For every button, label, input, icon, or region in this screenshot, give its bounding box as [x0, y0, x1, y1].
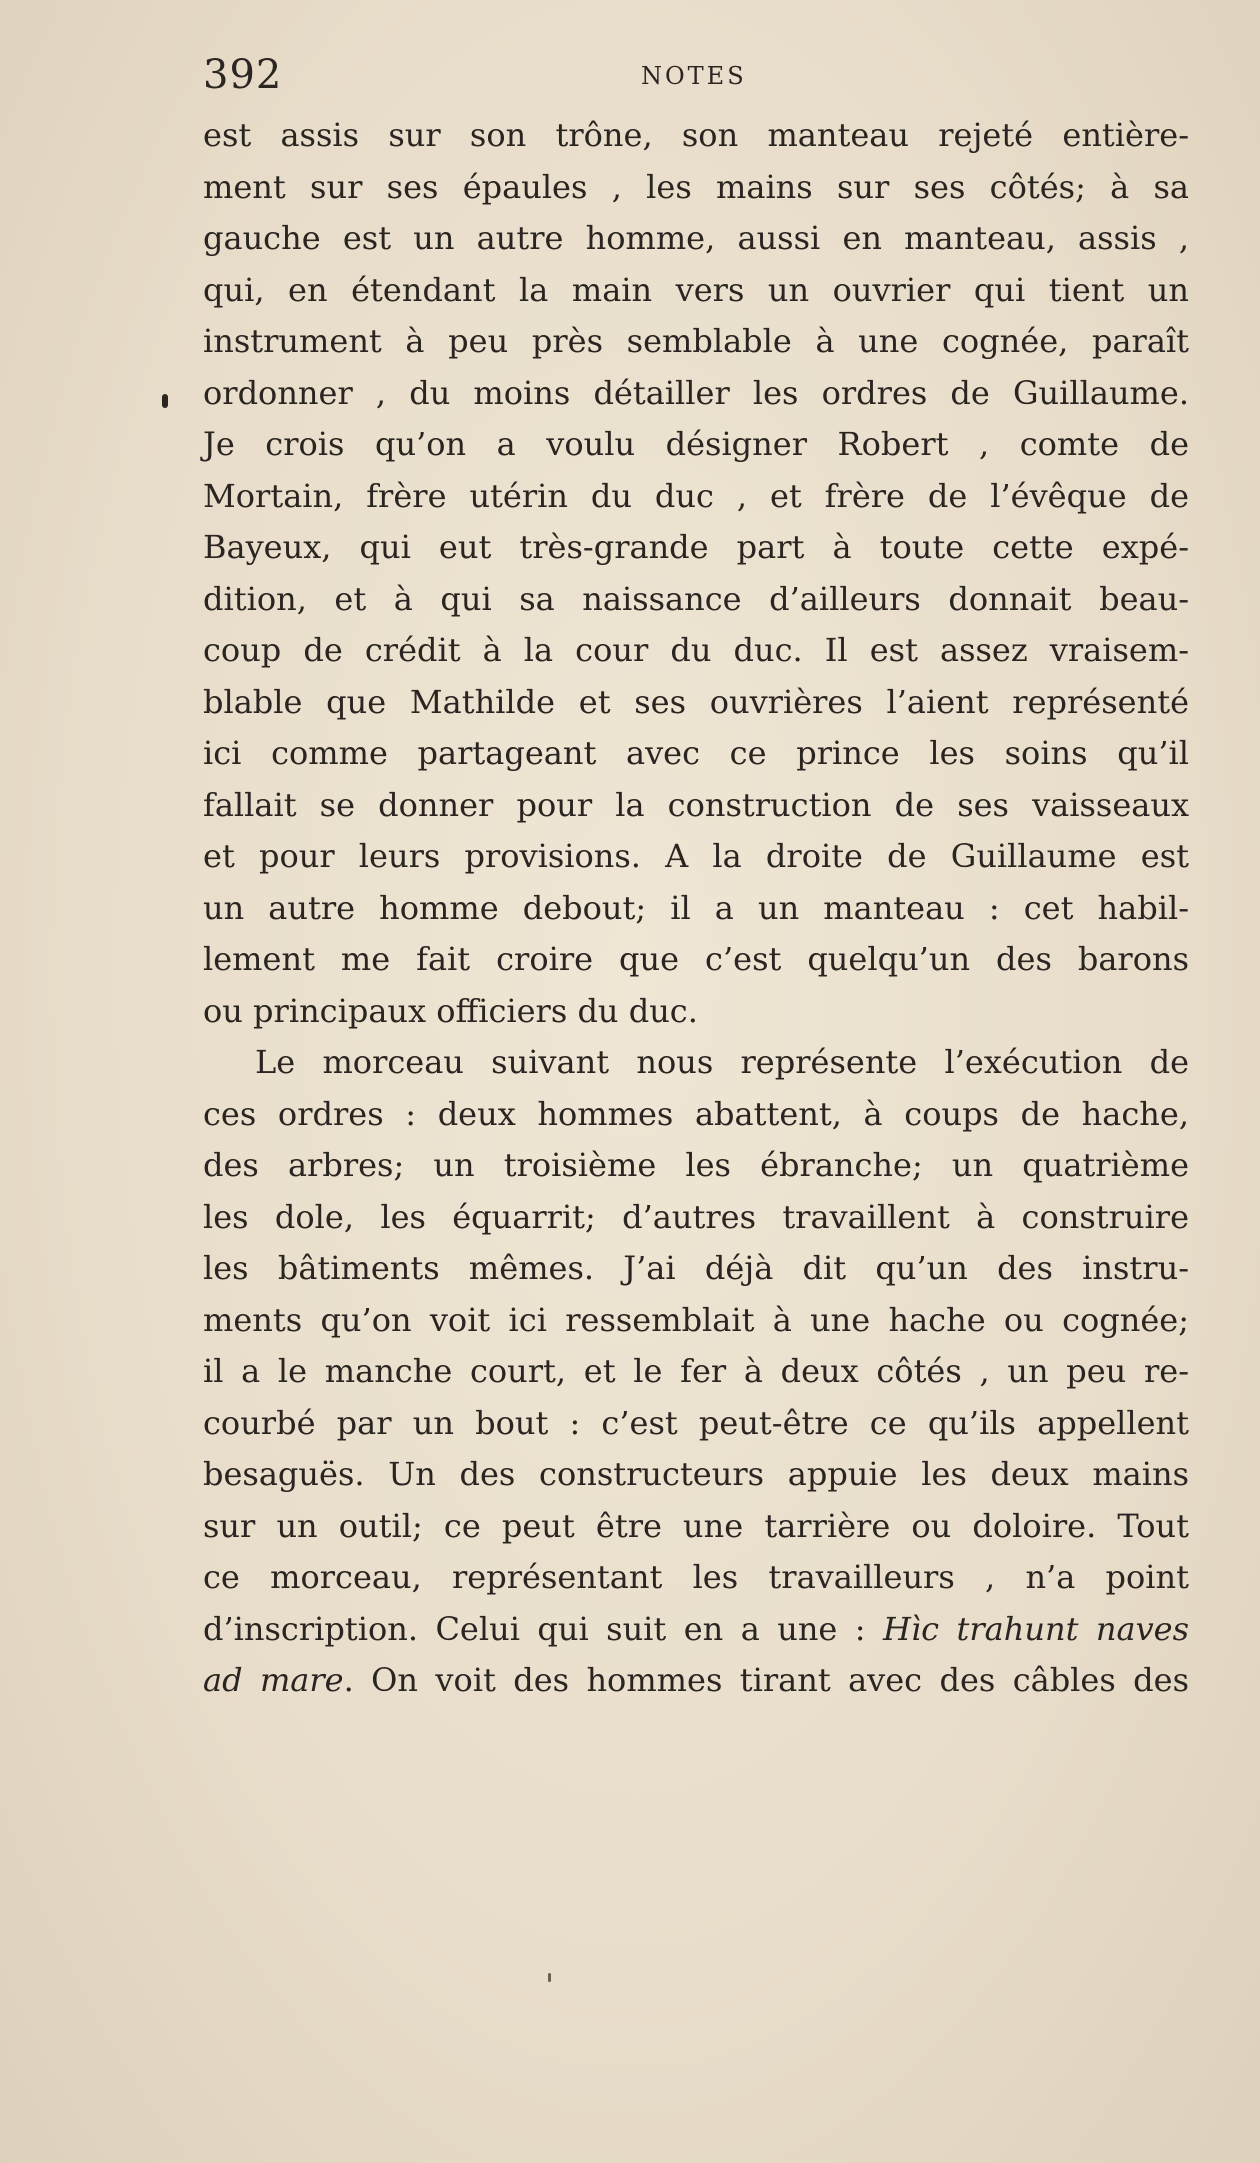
text-line: des arbres; un troisième les ébranche; un quatrième	[203, 1146, 1189, 1184]
text-line: sur un outil; ce peut être une tarrière ou doloire. Tout	[203, 1506, 1189, 1545]
text-line: ici comme partageant avec ce prince les soins qu’il	[203, 734, 1189, 772]
line-rest: . On voit des hommes tirant avec des câbles des	[343, 1661, 1190, 1699]
text-line: les dole, les équarrit; d’autres travaillent à construire	[203, 1197, 1189, 1236]
running-head: NOTES	[641, 62, 747, 90]
text-line: et pour leurs provisions. A la droite de Guillaume est	[203, 837, 1189, 875]
text-line: Bayeux, qui eut très-grande part à toute cette expé-	[203, 528, 1189, 566]
margin-mark	[162, 394, 168, 408]
paper-speck	[548, 1973, 551, 1982]
text-line: lement me fait croire que c’est quelqu’un des barons	[203, 940, 1189, 978]
text-line: Le morceau suivant nous représente l’exécution de	[255, 1043, 1189, 1081]
text-line: il a le manche court, et le fer à deux côtés , un peu re-	[203, 1352, 1189, 1390]
text-line: ce morceau, représentant les travailleurs , n’a point	[203, 1558, 1189, 1596]
text-line: coup de crédit à la cour du duc. Il est assez vraisem-	[203, 631, 1189, 669]
text-block	[203, 110, 1189, 1707]
page-header	[203, 52, 1203, 102]
text-line: ordonner , du moins détailler les ordres de Guillaume.	[203, 373, 1189, 412]
text-line: fallait se donner pour la construction de ses vaisseaux	[203, 785, 1189, 824]
text-line: gauche est un autre homme, aussi en manteau, assis ,	[203, 219, 1189, 257]
text-line: les bâtiments mêmes. J’ai déjà dit qu’un des instru-	[203, 1249, 1189, 1287]
text-line: ces ordres : deux hommes abattent, à coups de hache,	[203, 1094, 1189, 1133]
page-number: 392	[203, 52, 283, 98]
text-line: courbé par un bout : c’est peut-être ce qu’ils appellent	[203, 1403, 1189, 1442]
text-line: est assis sur son trône, son manteau rejeté entière-	[203, 116, 1189, 154]
text-line	[203, 1655, 1189, 1707]
text-line: ou principaux officiers du duc.	[203, 991, 698, 1030]
text-line: dition, et à qui sa naissance d’ailleurs donnait beau-	[203, 579, 1189, 618]
line-start: d’inscription. Celui qui suit en a une :	[203, 1609, 884, 1648]
text-line: ments qu’on voit ici ressemblait à une hache ou cognée;	[203, 1300, 1189, 1339]
text-line: qui, en étendant la main vers un ouvrier qui tient un	[203, 270, 1189, 309]
text-line: besaguës. Un des constructeurs appuie les deux mains	[203, 1455, 1189, 1493]
text-line	[203, 1604, 1189, 1656]
inscription-latin: Hìc trahunt naves	[883, 1609, 1189, 1648]
text-line: blable que Mathilde et ses ouvrières l’aient représenté	[203, 682, 1189, 721]
inscription-latin-end: ad mare	[203, 1661, 344, 1699]
text-line: ment sur ses épaules , les mains sur ses côtés; à sa	[203, 167, 1189, 206]
text-line: un autre homme debout; il a un manteau : cet habil-	[203, 888, 1189, 927]
text-line: Mortain, frère utérin du duc , et frère de l’évêque de	[203, 476, 1189, 515]
text-line: instrument à peu près semblable à une cognée, paraît	[203, 322, 1189, 360]
text-line: Je crois qu’on a voulu désigner Robert , comte de	[203, 425, 1189, 463]
